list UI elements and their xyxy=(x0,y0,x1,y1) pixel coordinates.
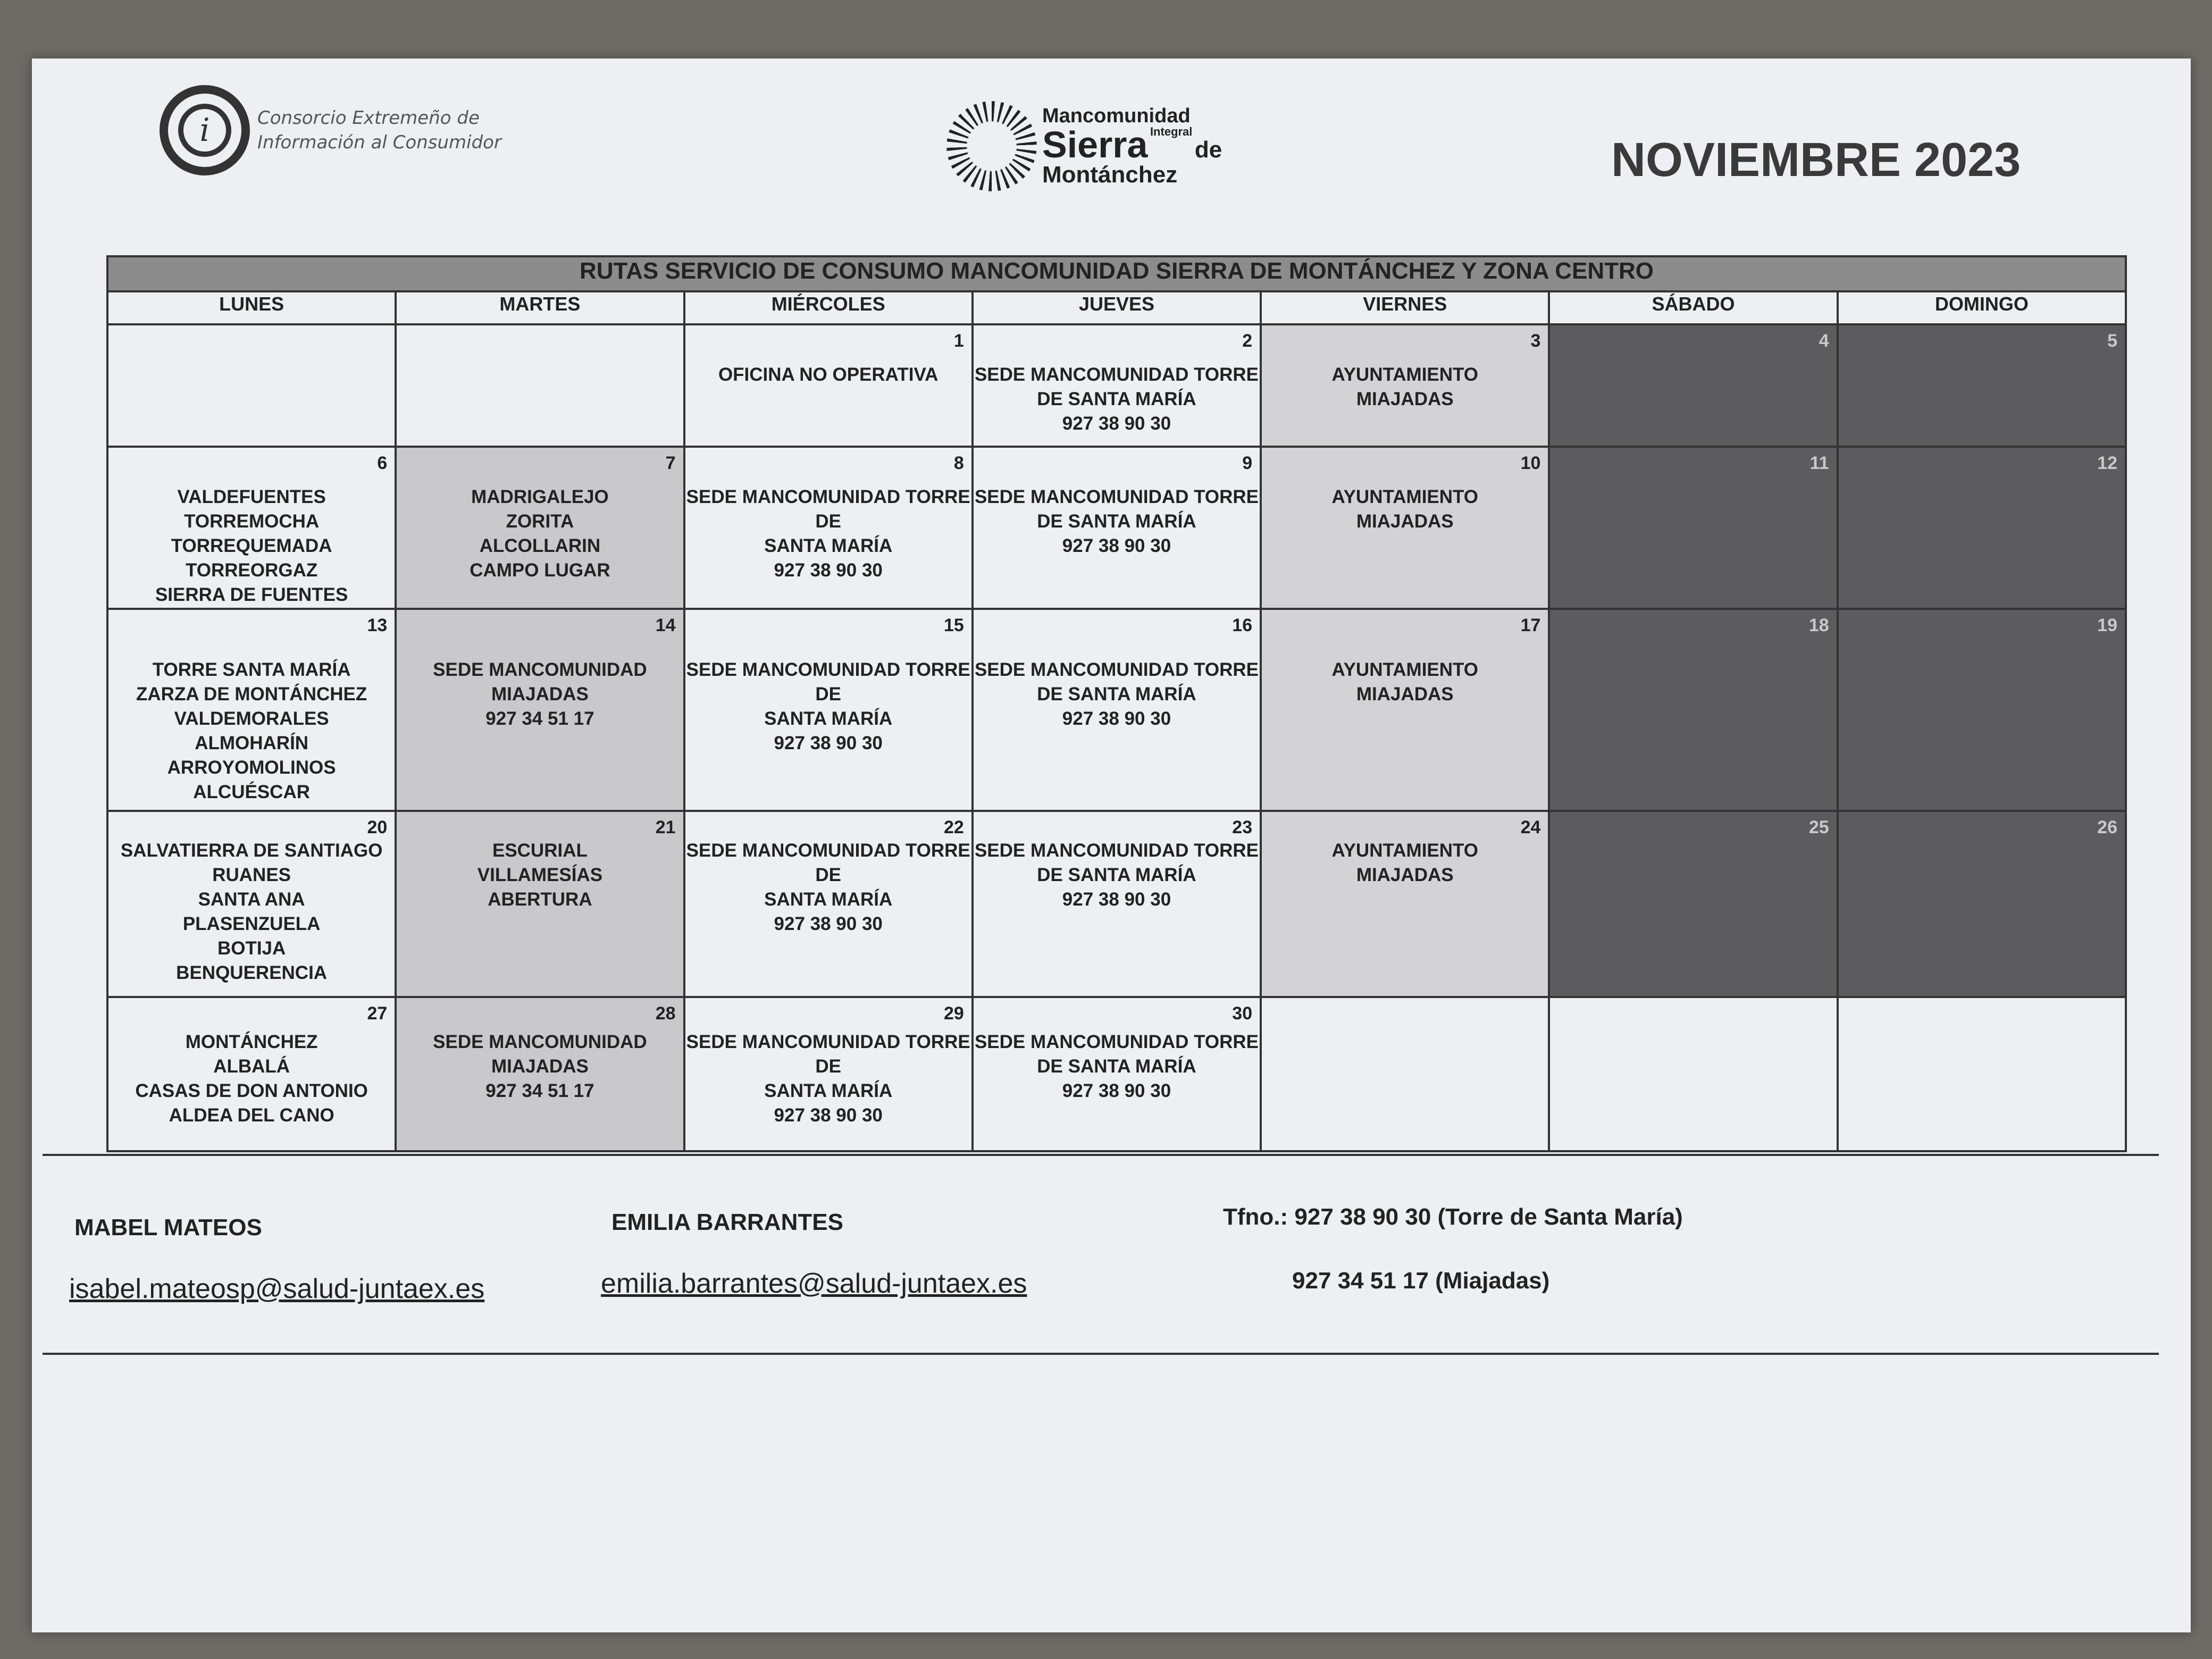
mancomunidad-logo xyxy=(946,101,1222,191)
day-cell xyxy=(973,811,1261,997)
contact1-email-link[interactable]: isabel.mateosp@salud-juntaex.es xyxy=(69,1273,485,1304)
day-cell xyxy=(1549,811,1837,997)
calendar-table xyxy=(106,255,2127,1152)
phone-torre: Tfno.: 927 38 90 30 (Torre de Santa María) xyxy=(1223,1204,1683,1230)
day-number: 25 xyxy=(1808,817,1829,837)
route-line: 927 38 90 30 xyxy=(774,1105,883,1126)
route-line: MONTÁNCHEZ xyxy=(185,1032,318,1052)
day-cell xyxy=(396,324,684,447)
day-cell xyxy=(396,447,684,609)
week-row xyxy=(107,997,2126,1151)
route-line: TORREORGAZ xyxy=(186,560,318,581)
day-cell xyxy=(1261,609,1549,811)
logo-center-integral: Integral xyxy=(1150,125,1193,138)
day-number: 7 xyxy=(665,453,676,473)
day-number: 8 xyxy=(953,453,964,473)
consorcio-logo xyxy=(160,85,501,175)
route-line: ABERTURA xyxy=(488,889,592,910)
day-cell xyxy=(684,447,973,609)
route-line: OFICINA NO OPERATIVA xyxy=(718,364,939,385)
route-line: DE SANTA MARÍA xyxy=(1037,684,1196,705)
day-cell xyxy=(1549,609,1837,811)
route-line: SALVATIERRA DE SANTIAGO xyxy=(120,840,383,861)
sun-icon xyxy=(946,101,1037,191)
day-number: 9 xyxy=(1242,453,1253,473)
route-line: BOTIJA xyxy=(217,938,286,959)
route-line: SIERRA DE FUENTES xyxy=(155,584,348,605)
route-line: BENQUERENCIA xyxy=(176,962,328,983)
route-line: TORREQUEMADA xyxy=(171,535,332,556)
route-line: SEDE MANCOMUNIDAD TORRE xyxy=(974,1032,1259,1052)
day-number: 16 xyxy=(1232,615,1253,635)
route-line: SANTA MARÍA xyxy=(764,1080,893,1101)
day-cell xyxy=(107,324,396,447)
day-cell xyxy=(1261,811,1549,997)
route-line: 927 38 90 30 xyxy=(1062,1080,1171,1101)
route-line: MIAJADAS xyxy=(1356,865,1454,885)
logo-center-line1: Mancomunidad xyxy=(1042,105,1191,127)
week-row xyxy=(107,609,2126,811)
day-number: 6 xyxy=(377,453,388,473)
logo-center-line3: Montánchez xyxy=(1042,162,1178,188)
day-number: 17 xyxy=(1520,615,1541,635)
week-row xyxy=(107,324,2126,447)
route-line: TORREMOCHA xyxy=(184,511,320,532)
route-line: ALBALÁ xyxy=(213,1056,290,1077)
day-cell xyxy=(1549,997,1837,1151)
day-cell xyxy=(396,811,684,997)
day-number: 20 xyxy=(367,817,388,837)
route-line: AYUNTAMIENTO xyxy=(1331,487,1479,507)
route-line: SEDE MANCOMUNIDAD TORRE xyxy=(974,487,1259,507)
day-number: 11 xyxy=(1809,453,1829,473)
route-line: VALDEMORALES xyxy=(174,708,329,729)
day-cell xyxy=(107,997,396,1151)
route-line: ESCURIAL xyxy=(492,840,588,861)
route-line: SEDE MANCOMUNIDAD TORRE xyxy=(974,840,1259,861)
day-cell xyxy=(684,997,973,1151)
route-line: MIAJADAS xyxy=(1356,389,1454,409)
route-line: ARROYOMOLINOS xyxy=(167,757,336,778)
contact-footer xyxy=(43,1154,2159,1355)
day-number: 22 xyxy=(944,817,964,837)
route-line: MIAJADAS xyxy=(1356,511,1454,532)
day-cell xyxy=(107,447,396,609)
week-row xyxy=(107,447,2126,609)
day-number: 1 xyxy=(953,331,964,351)
route-line: ALCUÉSCAR xyxy=(193,782,310,802)
route-line: PLASENZUELA xyxy=(182,914,321,934)
day-number: 28 xyxy=(655,1003,676,1024)
route-line: VILLAMESÍAS xyxy=(477,865,603,885)
weekday-header: MARTES xyxy=(396,291,684,324)
day-cell xyxy=(684,609,973,811)
day-cell xyxy=(973,997,1261,1151)
day-cell xyxy=(1838,447,2126,609)
route-line: MIAJADAS xyxy=(1356,684,1454,705)
day-number: 23 xyxy=(1232,817,1253,837)
route-line: AYUNTAMIENTO xyxy=(1331,659,1479,680)
day-number: 12 xyxy=(2097,453,2117,473)
day-cell xyxy=(396,997,684,1151)
day-number: 26 xyxy=(2097,817,2117,837)
route-line: DE SANTA MARÍA xyxy=(1037,865,1196,885)
logo-left-line1: Consorcio Extremeño de xyxy=(257,107,480,129)
day-cell xyxy=(1261,447,1549,609)
logo-center-line2: Sierra xyxy=(1042,124,1148,165)
day-number: 13 xyxy=(367,615,388,635)
route-line: ZARZA DE MONTÁNCHEZ xyxy=(136,684,367,705)
route-line: 927 38 90 30 xyxy=(1062,413,1171,434)
route-line: 927 38 90 30 xyxy=(774,733,883,753)
route-line: SEDE MANCOMUNIDAD MIAJADAS xyxy=(433,1032,647,1077)
day-number: 14 xyxy=(655,615,676,635)
route-line: 927 38 90 30 xyxy=(774,560,883,581)
day-cell xyxy=(684,811,973,997)
day-number: 27 xyxy=(367,1003,388,1024)
route-line: VALDEFUENTES xyxy=(177,487,326,507)
route-line: SANTA ANA xyxy=(198,889,305,910)
day-cell xyxy=(1838,811,2126,997)
route-line: SEDE MANCOMUNIDAD TORRE DE xyxy=(686,840,970,885)
logo-left-line2: Información al Consumidor xyxy=(257,132,501,153)
route-line: ZORITA xyxy=(506,511,574,532)
day-number: 24 xyxy=(1520,817,1541,837)
day-cell xyxy=(107,609,396,811)
route-line: DE SANTA MARÍA xyxy=(1037,511,1196,532)
phone-miajadas: 927 34 51 17 (Miajadas) xyxy=(1292,1268,1550,1294)
route-line: CAMPO LUGAR xyxy=(470,560,610,581)
calendar-banner: RUTAS SERVICIO DE CONSUMO MANCOMUNIDAD SIERRA DE MONTÁNCHEZ Y ZONA CENTRO xyxy=(107,256,2126,291)
route-line: CASAS DE DON ANTONIO xyxy=(135,1080,368,1101)
day-number: 18 xyxy=(1808,615,1829,635)
logo-center-de: de xyxy=(1194,137,1222,163)
day-cell xyxy=(107,811,396,997)
day-cell xyxy=(973,447,1261,609)
route-line: SEDE MANCOMUNIDAD TORRE xyxy=(974,364,1259,385)
page-title: NOVIEMBRE 2023 xyxy=(1611,133,2021,187)
route-line: MADRIGALEJO xyxy=(471,487,609,507)
weekday-header: VIERNES xyxy=(1261,291,1549,324)
day-number: 19 xyxy=(2097,615,2117,635)
day-cell xyxy=(973,609,1261,811)
day-number: 30 xyxy=(1232,1003,1253,1024)
route-line: ALMOHARÍN xyxy=(195,733,309,753)
day-number: 15 xyxy=(944,615,964,635)
day-cell xyxy=(1261,997,1549,1151)
route-line: 927 38 90 30 xyxy=(1062,535,1171,556)
day-number: 4 xyxy=(1819,331,1829,351)
week-row xyxy=(107,811,2126,997)
day-cell xyxy=(1549,447,1837,609)
route-line: 927 38 90 30 xyxy=(1062,708,1171,729)
route-line: SANTA MARÍA xyxy=(764,535,893,556)
route-line: SEDE MANCOMUNIDAD MIAJADAS xyxy=(433,659,647,705)
route-line: SEDE MANCOMUNIDAD TORRE xyxy=(974,659,1259,680)
route-line: 927 34 51 17 xyxy=(485,1080,594,1101)
weekday-header: SÁBADO xyxy=(1549,291,1837,324)
route-line: SANTA MARÍA xyxy=(764,708,893,729)
route-line: AYUNTAMIENTO xyxy=(1331,840,1479,861)
route-line: SEDE MANCOMUNIDAD TORRE DE xyxy=(686,487,970,532)
contact2-email-link[interactable]: emilia.barrantes@salud-juntaex.es xyxy=(601,1268,1027,1299)
route-line: 927 38 90 30 xyxy=(1062,889,1171,910)
day-number: 3 xyxy=(1530,331,1541,351)
route-line: ALCOLLARIN xyxy=(479,535,601,556)
route-line: DE SANTA MARÍA xyxy=(1037,389,1196,409)
day-cell xyxy=(1838,997,2126,1151)
contact2-name: EMILIA BARRANTES xyxy=(611,1209,843,1235)
weekday-header: DOMINGO xyxy=(1838,291,2126,324)
day-cell xyxy=(684,324,973,447)
route-line: SEDE MANCOMUNIDAD TORRE DE xyxy=(686,659,970,705)
day-cell xyxy=(1838,609,2126,811)
route-line: AYUNTAMIENTO xyxy=(1331,364,1479,385)
day-number: 21 xyxy=(655,817,676,837)
day-cell xyxy=(1261,324,1549,447)
weekday-header: MIÉRCOLES xyxy=(684,291,973,324)
route-line: 927 34 51 17 xyxy=(485,708,594,729)
route-line: RUANES xyxy=(212,865,291,885)
weekday-header: JUEVES xyxy=(973,291,1261,324)
route-line: 927 38 90 30 xyxy=(774,914,883,934)
day-cell xyxy=(1549,324,1837,447)
route-line: DE SANTA MARÍA xyxy=(1037,1056,1196,1077)
day-cell xyxy=(973,324,1261,447)
route-line: SANTA MARÍA xyxy=(764,889,893,910)
route-line: TORRE SANTA MARÍA xyxy=(152,659,351,680)
day-number: 5 xyxy=(2107,331,2117,351)
day-number: 2 xyxy=(1242,331,1253,351)
day-cell xyxy=(1838,324,2126,447)
day-number: 10 xyxy=(1520,453,1541,473)
day-number: 29 xyxy=(944,1003,964,1024)
weekday-header-row xyxy=(107,291,2126,324)
day-cell xyxy=(396,609,684,811)
weekday-header: LUNES xyxy=(107,291,396,324)
contact1-name: MABEL MATEOS xyxy=(74,1214,262,1241)
info-icon: i xyxy=(160,85,250,175)
route-line: SEDE MANCOMUNIDAD TORRE DE xyxy=(686,1032,970,1077)
route-line: ALDEA DEL CANO xyxy=(169,1105,334,1126)
